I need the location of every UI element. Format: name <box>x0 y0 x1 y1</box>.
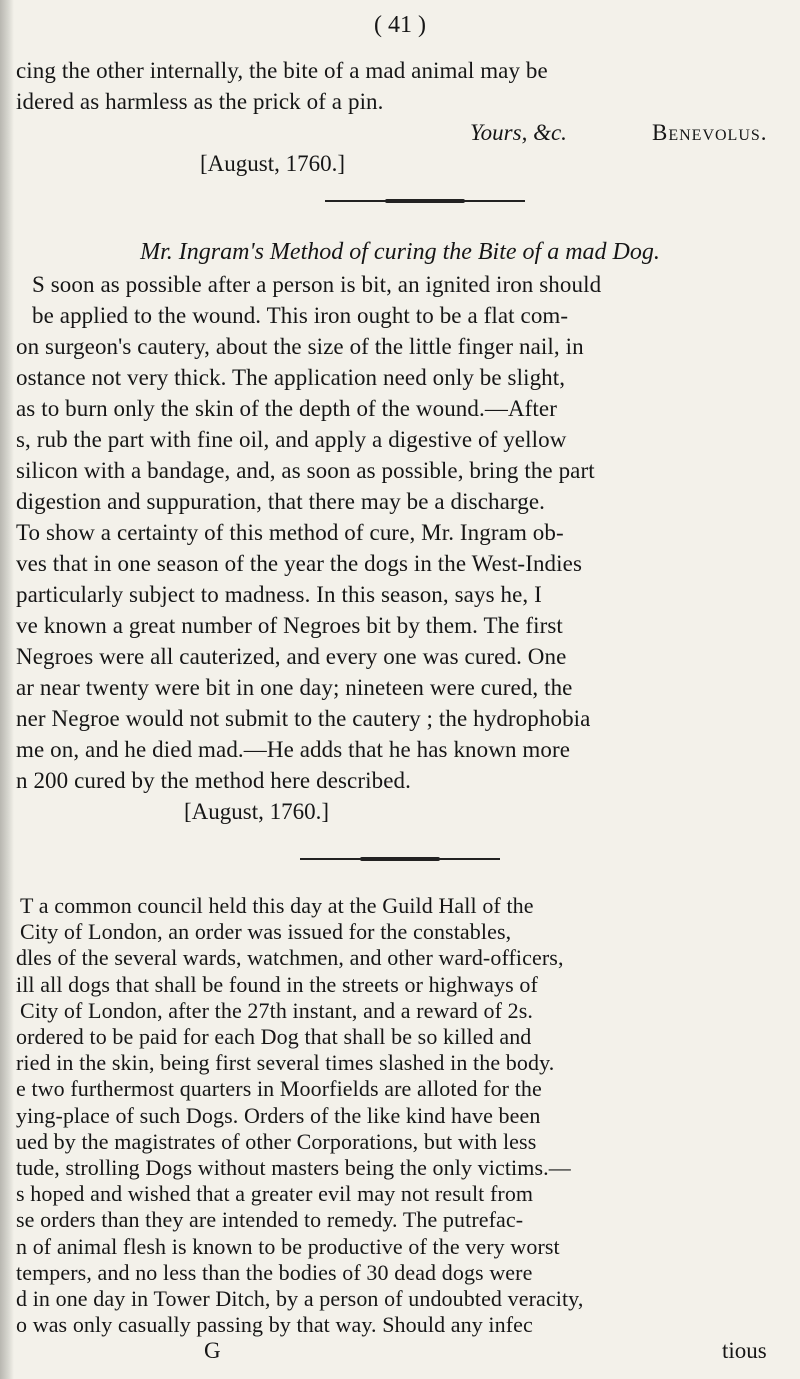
article1-line: ves that in one season of the year the dogs in the West-Indies <box>16 551 583 576</box>
letter-signature: Benevolus. <box>652 120 768 145</box>
letter-line-2: idered as harmless as the prick of a pin. <box>16 89 384 114</box>
section-rule-2 <box>300 858 500 860</box>
letter-line-1: cing the other internally, the bite of a mad animal may be <box>16 58 548 83</box>
article1-line: Negroes were all cauterized, and every one was cured. One <box>16 644 567 669</box>
article-title: Mr. Ingram's Method of curing the Bite of a mad Dog. <box>140 239 660 265</box>
article2-line: tempers, and no less than the bodies of 30 dead dogs were <box>16 1259 533 1285</box>
article1-line: ve known a great number of Negroes bit by them. The first <box>16 613 563 638</box>
article2-line: ued by the magistrates of other Corporations, but with less <box>16 1128 537 1154</box>
article2-line: ordered to be paid for each Dog that shall be so killed and <box>16 1024 532 1049</box>
article1-line: s, rub the part with fine oil, and apply a digestive of yellow <box>16 427 567 452</box>
catchword: tious <box>722 1338 767 1363</box>
letter-closing: Yours, &c. <box>470 120 567 145</box>
page-number: ( 41 ) <box>374 12 426 38</box>
article2-line: ried in the skin, being first several times slashed in the body. <box>16 1050 555 1076</box>
article1-line: digestion and suppuration, that there may be a discharge. <box>16 489 546 514</box>
article2-line: e two furthermost quarters in Moorfields are alloted for the <box>16 1076 542 1102</box>
article1-line: n 200 cured by the method here described. <box>16 768 411 793</box>
article1-line: ar near twenty were bit in one day; nineteen were cured, the <box>16 675 573 700</box>
section-rule-1 <box>325 200 525 202</box>
article2-line: n of animal flesh is known to be productive of the very worst <box>16 1233 560 1259</box>
signature-mark: G <box>204 1338 221 1363</box>
article2-line: tude, strolling Dogs without masters being the only victims.— <box>16 1155 571 1180</box>
article1-date: [August, 1760.] <box>184 799 330 824</box>
article2-line: d in one day in Tower Ditch, by a person of undoubted veracity, <box>16 1286 584 1311</box>
article2-line: T a common council held this day at the Guild Hall of the <box>20 893 534 918</box>
article2-line: ill all dogs that shall be found in the streets or highways of <box>16 971 538 997</box>
article2-line: City of London, after the 27th instant, and a reward of 2s. <box>20 997 533 1023</box>
article2-line: o was only casually passing by that way. Should any infec <box>16 1312 533 1337</box>
article2-line: se orders than they are intended to remedy. The putrefac- <box>16 1207 524 1233</box>
article1-line: as to burn only the skin of the depth of the wound.—After <box>16 396 557 421</box>
article1-line: particularly subject to madness. In this season, says he, I <box>16 582 542 607</box>
article2-line: dles of the several wards, watchmen, and other ward-officers, <box>16 945 564 971</box>
article1-line: silicon with a bandage, and, as soon as possible, bring the part <box>16 458 595 483</box>
article1-line: on surgeon's cautery, about the size of the little finger nail, in <box>16 334 584 359</box>
article1-line: me on, and he died mad.—He adds that he has known more <box>16 737 571 762</box>
letter-date: [August, 1760.] <box>200 151 346 176</box>
article2-line: s hoped and wished that a greater evil may not result from <box>16 1181 534 1207</box>
article2-line: ying-place of such Dogs. Orders of the like kind have been <box>16 1102 541 1128</box>
article1-line: To show a certainty of this method of cure, Mr. Ingram ob- <box>16 520 564 545</box>
article1-line: ner Negroe would not submit to the cautery ; the hydrophobia <box>16 706 591 731</box>
article1-line: ostance not very thick. The application need only be slight, <box>16 365 566 390</box>
article2-line: City of London, an order was issued for the constables, <box>20 919 512 945</box>
article1-line: be applied to the wound. This iron ought to be a flat com- <box>32 303 569 328</box>
article1-line: S soon as possible after a person is bit, an ignited iron should <box>32 272 602 297</box>
